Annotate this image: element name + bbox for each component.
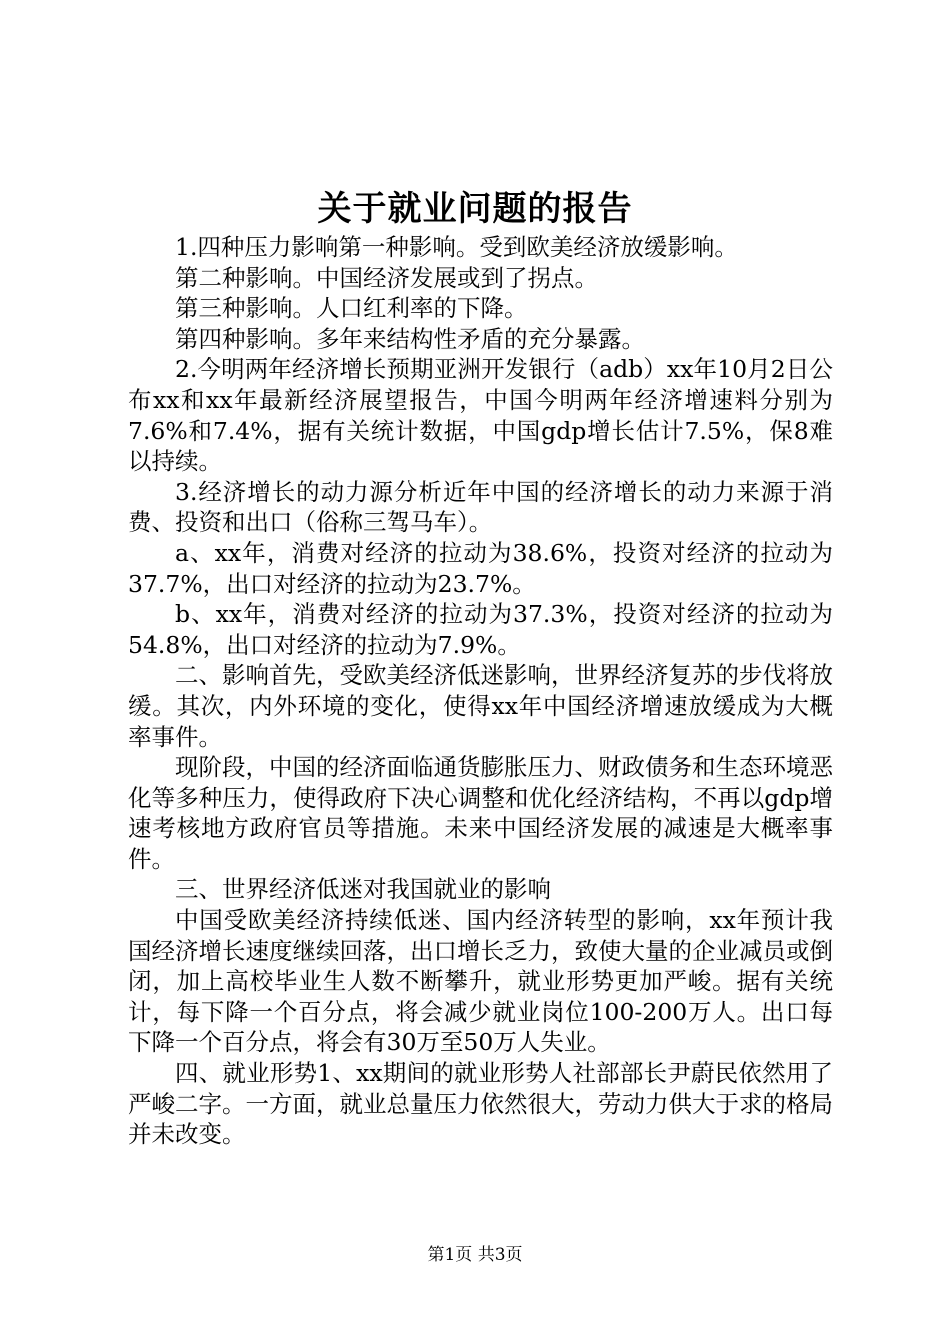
page-number-footer: 第1页 共3页 (427, 1245, 523, 1265)
paragraph-3: 第三种影响。人口红利率的下降。 (175, 294, 528, 323)
document-body (128, 232, 833, 1150)
paragraph-11: 三、世界经济低迷对我国就业的影响 (175, 875, 551, 904)
paragraph-5: 2.今明两年经济增长预期亚洲开发银行（adb）xx年10月2日公布xx和xx年最新经济展望报告，中国今明两年经济增速料分别为7.6%和7.4%，据有关统计数据，中国gdp增长估计7.5%，保8难以持续。 (128, 355, 833, 476)
paragraph-2: 第二种影响。中国经济发展或到了拐点。 (175, 263, 598, 292)
paragraph-8: b、xx年，消费对经济的拉动为37.3%，投资对经济的拉动为54.8%，出口对经济的拉动为7.9%。 (128, 600, 833, 659)
paragraph-12: 中国受欧美经济持续低迷、国内经济转型的影响，xx年预计我国经济增长速度继续回落，出口增长乏力，致使大量的企业减员或倒闭，加上高校毕业生人数不断攀升，就业形势更加严峻。据有关统计，每下降一个百分点，将会减少就业岗位100-200万人。出口每下降一个百分点，将会有30万至50万人失业。 (128, 906, 833, 1057)
paragraph-13: 四、就业形势1、xx期间的就业形势人社部部长尹蔚民依然用了严峻二字。一方面，就业总量压力依然很大，劳动力供大于求的格局并未改变。 (128, 1059, 833, 1149)
paragraph-10: 现阶段，中国的经济面临通货膨胀压力、财政债务和生态环境恶化等多种压力，使得政府下决心调整和优化经济结构，不再以gdp增速考核地方政府官员等措施。未来中国经济发展的减速是大概率事件。 (128, 753, 833, 873)
document-title: 关于就业问题的报告 (317, 189, 633, 229)
paragraph-7: a、xx年，消费对经济的拉动为38.6%，投资对经济的拉动为37.7%，出口对经济的拉动为23.7%。 (128, 538, 833, 598)
paragraph-9: 二、影响首先，受欧美经济低迷影响，世界经济复苏的步伐将放缓。其次，内外环境的变化，使得xx年中国经济增速放缓成为大概率事件。 (128, 661, 833, 751)
paragraph-6: 3.经济增长的动力源分析近年中国的经济增长的动力来源于消费、投资和出口（俗称三驾马车）。 (128, 477, 833, 537)
paragraph-4: 第四种影响。多年来结构性矛盾的充分暴露。 (175, 324, 645, 353)
paragraph-1: 1.四种压力影响第一种影响。受到欧美经济放缓影响。 (175, 233, 738, 261)
